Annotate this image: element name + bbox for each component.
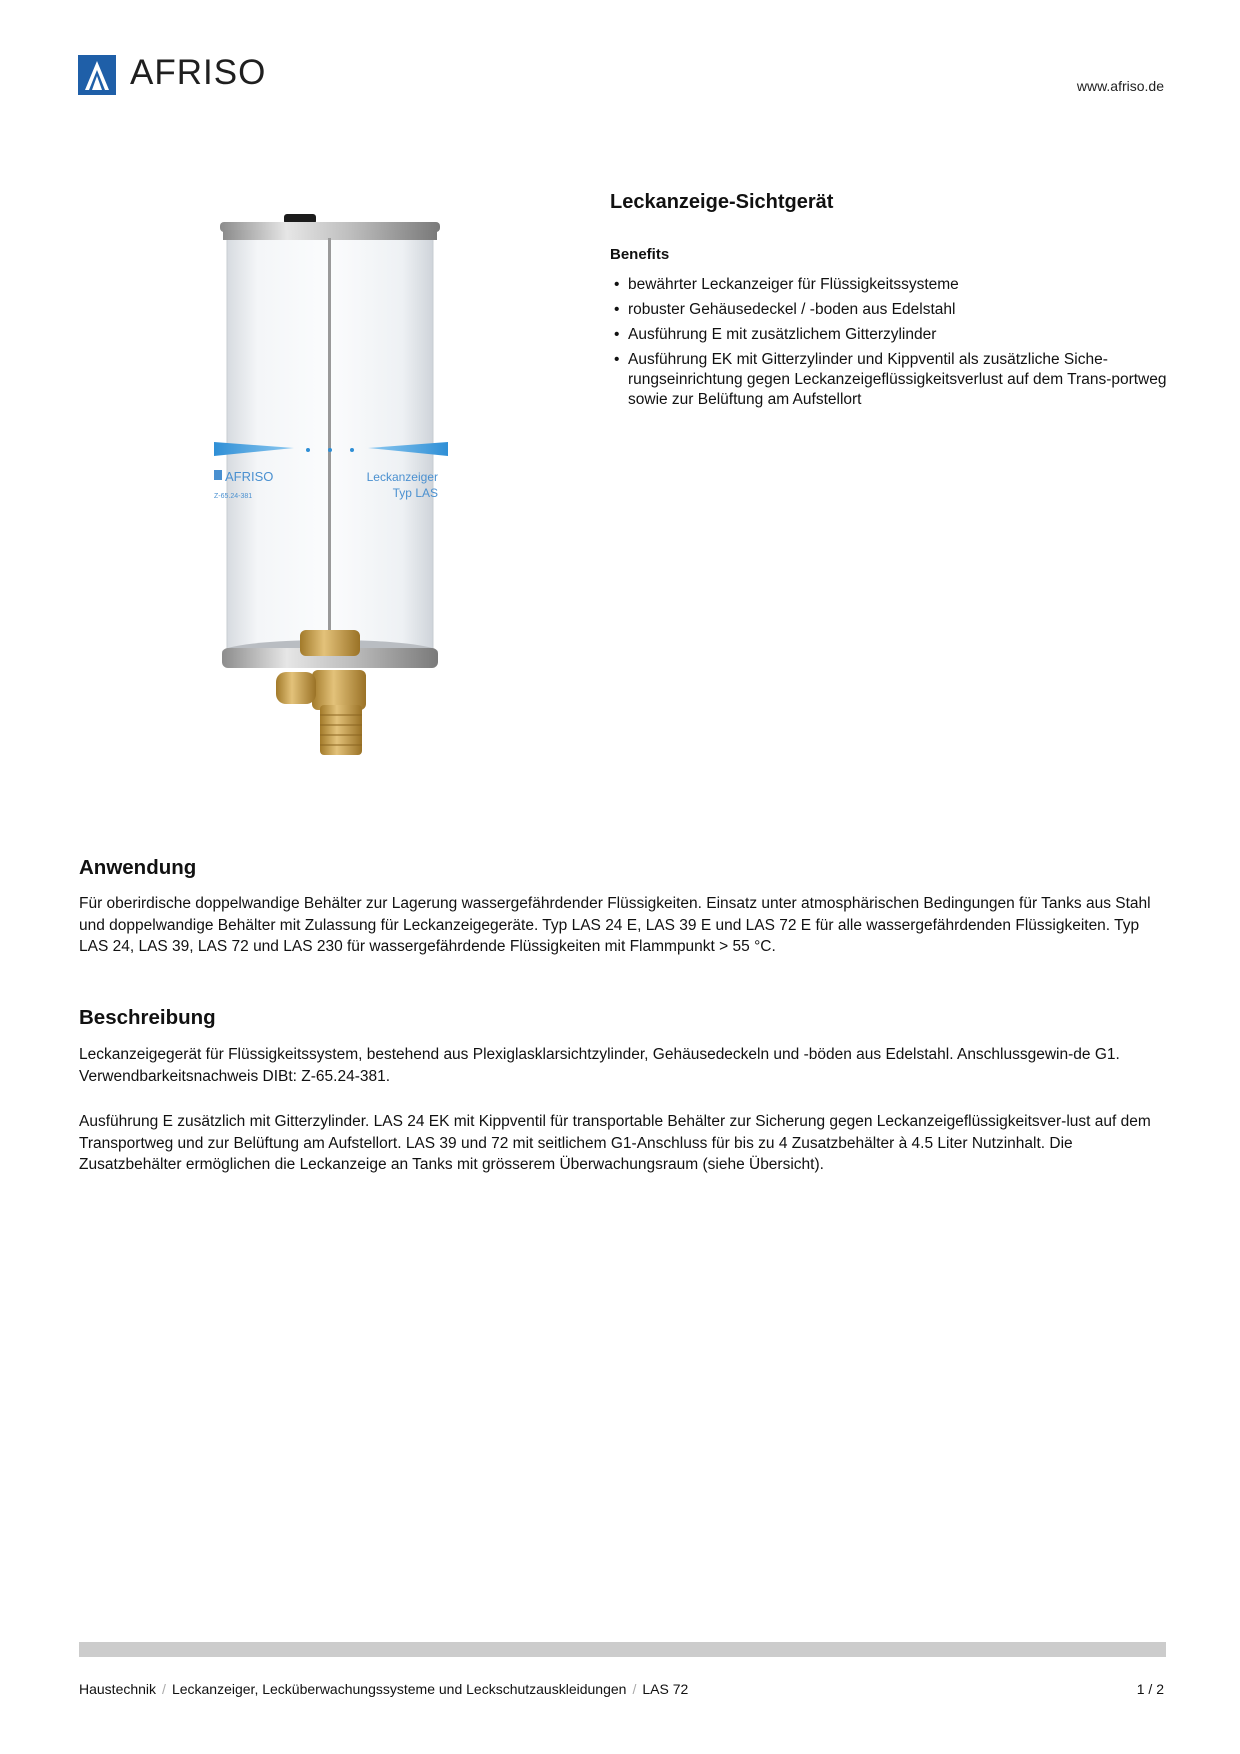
breadcrumb-item-leckanzeiger[interactable]: Leckanzeiger, Lecküberwachungssysteme und Leckschutzauskleidungen [171,1681,627,1697]
benefits-heading: Benefits [610,246,670,263]
brand-logo [78,55,308,97]
section-text-anwendung: Für oberirdische doppelwandige Behälter zur Lagerung wassergefährdender Flüssigkeiten. Einsatz unter atmosphärischen Bedingungen für Tanks aus Stahl und doppelwandige Behälter mit Zulassung für Leckanzeigegeräte. Typ LAS 24 E, LAS 39 E und LAS 72 E für alle wassergefährdenden Flüssigkeiten. Typ LAS 24, LAS 39, LAS 72 und LAS 230 für wassergefährdende Flüssigkeiten mit Flammpunkt > 55 °C. [79,895,1151,955]
image-brand-label: AFRISO [225,469,274,484]
product-title: Leckanzeige-Sichtgerät [610,191,834,213]
image-text-1: Leckanzeiger [366,470,438,484]
breadcrumb-separator: / [632,1681,637,1697]
logo-mark-icon [78,55,116,95]
benefits-list [610,275,1170,415]
breadcrumb-separator: / [162,1681,166,1697]
product-image [200,200,460,780]
image-approval-label: Z-65.24-381 [214,493,253,500]
section-heading-anwendung: Anwendung [79,856,197,879]
breadcrumb-item-haustechnik[interactable]: Haustechnik [79,1681,157,1697]
benefit-item: • bewährter Leckanzeiger für Flüssigkeitssysteme [610,275,1170,295]
benefit-item: • robuster Gehäusedeckel / -boden aus Edelstahl [610,300,1170,320]
benefit-item: • Ausführung E mit zusätzlichem Gitterzylinder [610,325,1170,345]
website-url[interactable]: www.afriso.de [1076,78,1164,94]
section-text-beschreibung-1: Leckanzeigegerät für Flüssigkeitssystem, bestehend aus Plexiglasklarsichtzylinder, Gehäusedeckeln und -böden aus Edelstahl. Anschlussgewin-de G1. Verwendbarkeitsnachweis DIBt: Z-65.24-381. [79,1046,1120,1085]
benefit-item: • Ausführung EK mit Gitterzylinder und Kippventil als zusätzliche Siche-rungseinrichtung gegen Leckanzeigeflüssigkeitsverlust auf dem Trans-portweg sowie zur Belüftung am Aufstellort [610,350,1170,410]
section-heading-beschreibung: Beschreibung [79,1006,216,1029]
brand-name: AFRISO [130,53,267,92]
footer-divider [79,1642,1166,1657]
section-text-beschreibung-2: Ausführung E zusätzlich mit Gitterzylinder. LAS 24 EK mit Kippventil für transportable Behälter zur Sicherung gegen Leckanzeigeflüssigkeitsver-lust auf dem Transportweg und zur Belüftung am Aufstellort. LAS 39 und 72 mit seitlichem G1-Anschluss für bis zu 4 Zusatzbehälter à 4.5 Liter Nutzinhalt. Die Zusatzbehälter ermöglichen die Leckanzeige an Tanks mit grösserem Überwachungsraum (siehe Übersicht). [79,1113,1151,1173]
breadcrumb [79,1681,688,1697]
breadcrumb-item-las72: LAS 72 [642,1681,689,1697]
image-text-2: Typ LAS [392,486,438,500]
page-number: 1 / 2 [1136,1681,1164,1697]
